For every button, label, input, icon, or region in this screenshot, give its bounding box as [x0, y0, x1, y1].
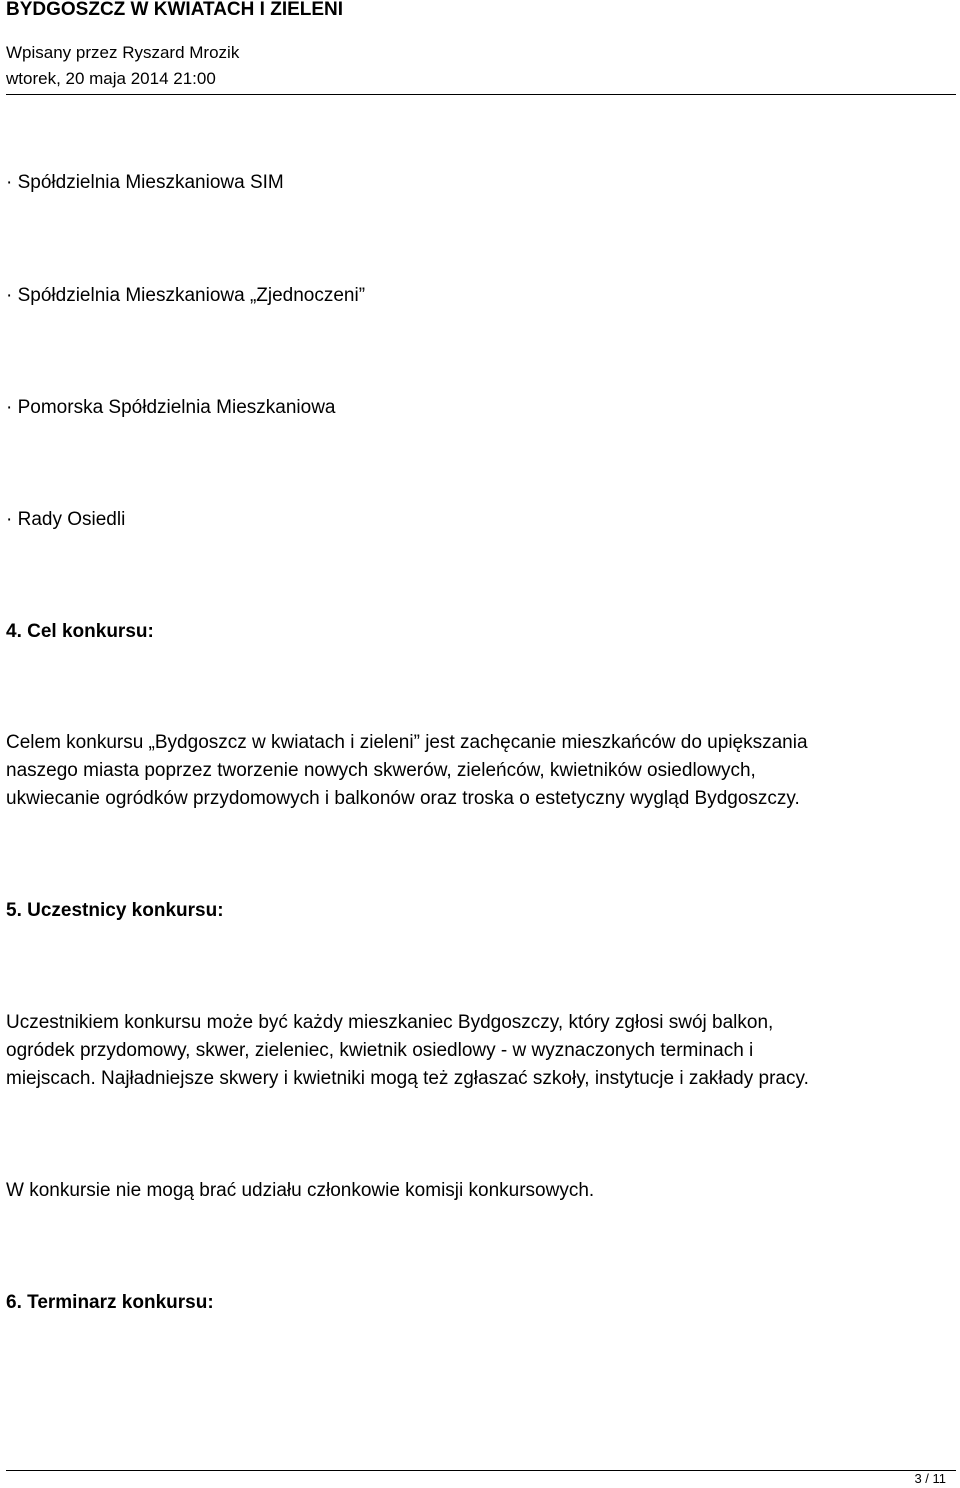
- bullet-item: · Rady Osiedli: [6, 509, 126, 530]
- section-5-heading: 5. Uczestnicy konkursu:: [6, 900, 224, 921]
- paragraph-line: miejscach. Najładniejsze skwery i kwietniki mogą też zgłaszać szkoły, instytucje i zakłady pracy.: [6, 1068, 809, 1089]
- document-title: BYDGOSZCZ W KWIATACH I ZIELENI: [6, 0, 344, 20]
- paragraph-line: naszego miasta poprzez tworzenie nowych skwerów, zieleńców, kwietników osiedlowych,: [6, 760, 756, 781]
- paragraph-line: ukwiecanie ogródków przydomowych i balkonów oraz troska o estetyczny wygląd Bydgoszczy.: [6, 788, 800, 809]
- date-line: wtorek, 20 maja 2014 21:00: [6, 69, 216, 88]
- paragraph-line: Celem konkursu „Bydgoszcz w kwiatach i zieleni” jest zachęcanie mieszkańców do upiększania: [6, 732, 808, 753]
- section-4-heading: 4. Cel konkursu:: [6, 621, 154, 642]
- author-line: Wpisany przez Ryszard Mrozik: [6, 43, 240, 62]
- bullet-item: · Spółdzielnia Mieszkaniowa SIM: [6, 172, 284, 193]
- header-divider: [6, 94, 956, 95]
- page-number: 3 / 11: [914, 1471, 946, 1486]
- section-5-paragraph: [6, 1009, 956, 1093]
- paragraph-line: ogródek przydomowy, skwer, zieleniec, kwietnik osiedlowy - w wyznaczonych terminach i: [6, 1040, 754, 1061]
- section-6-heading: 6. Terminarz konkursu:: [6, 1292, 214, 1313]
- footer-divider: [6, 1470, 956, 1471]
- exclusion-paragraph: W konkursie nie mogą brać udziału członkowie komisji konkursowych.: [6, 1180, 595, 1201]
- section-4-paragraph: [6, 729, 956, 813]
- bullet-item: · Pomorska Spółdzielnia Mieszkaniowa: [6, 397, 336, 418]
- bullet-item: · Spółdzielnia Mieszkaniowa „Zjednoczeni”: [6, 285, 366, 306]
- paragraph-line: Uczestnikiem konkursu może być każdy mieszkaniec Bydgoszczy, który zgłosi swój balkon,: [6, 1012, 774, 1033]
